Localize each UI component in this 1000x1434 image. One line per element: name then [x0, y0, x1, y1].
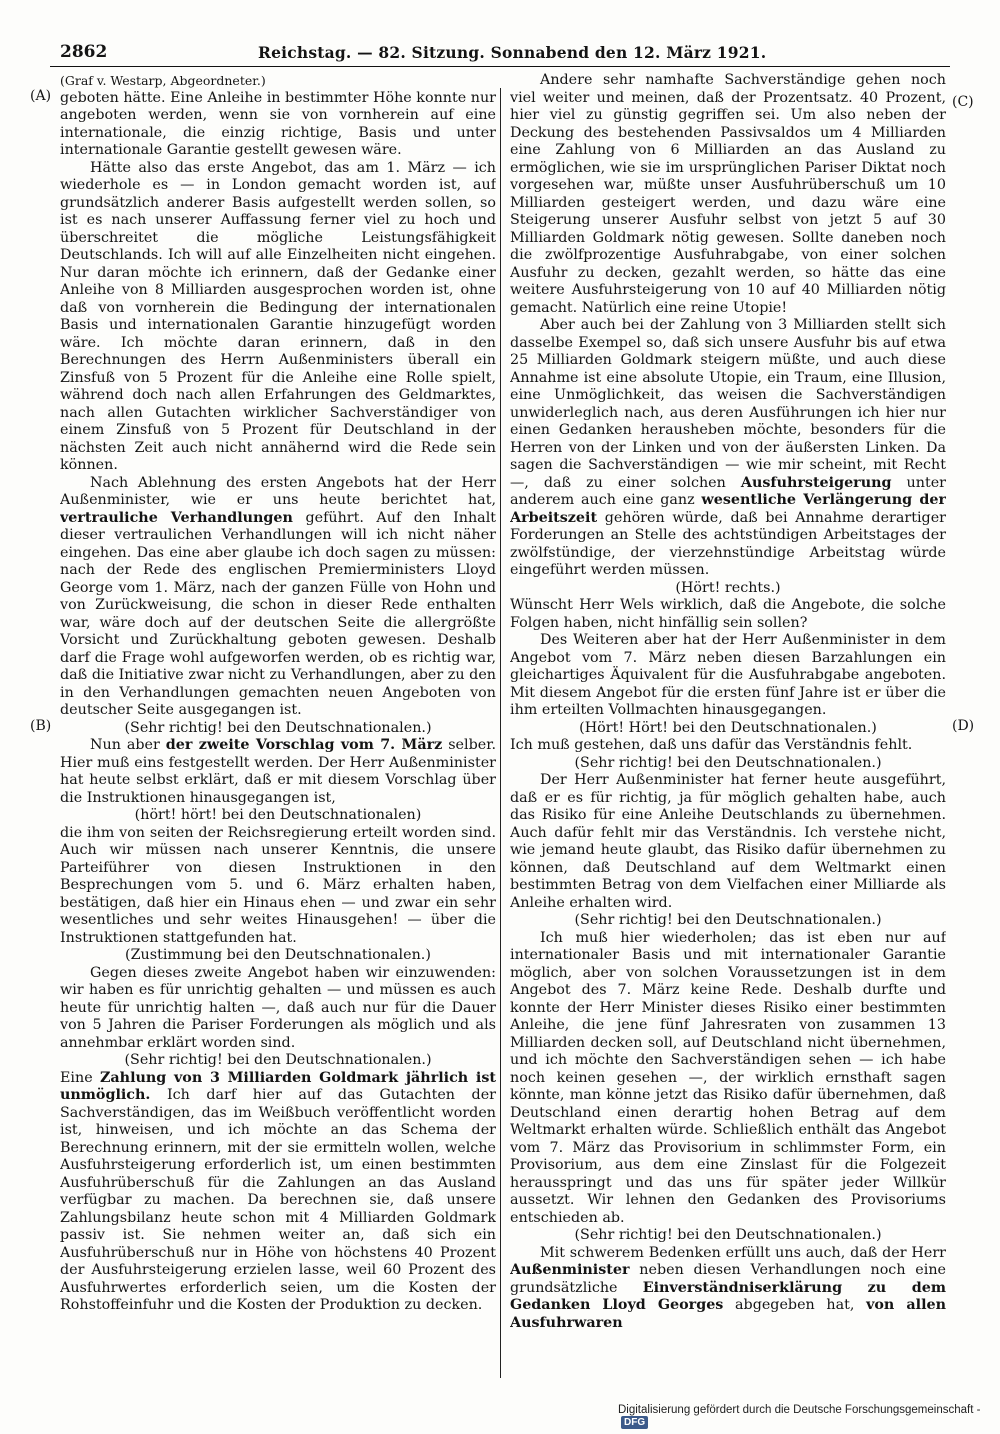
dfg-logo: DFG [621, 1416, 648, 1429]
footer [618, 1404, 1000, 1429]
emphasis: von allen Ausfuhrwaren [510, 1297, 946, 1331]
paragraph: die ihm von seiten der Reichsregierung erteilt worden sind. Auch wir müssen nach unserer Kenntnis, die unsere Parteiführer von diesen Instruktionen in den Besprechungen vom 5. und 6. März erhalten haben, bestätigen, daß hier ein Hinaus ehen — und zwar ein sehr wesentliches und sehr weites Hinausgehen! — über die Instruktionen stattgefunden hat. [60, 824, 496, 946]
interjection: (Hört! rechts.) [675, 579, 781, 596]
interjection: (Sehr richtig! bei den Deutschnationalen.) [574, 1227, 882, 1243]
speaker-note: (Graf v. Westarp, Abgeordneter.) [60, 73, 266, 88]
interjection: (Sehr richtig! bei den Deutschnationalen.) [124, 719, 432, 736]
interjection: (Hört! Hört! bei den Deutschnationalen.) [579, 719, 877, 736]
paragraph: Eine Zahlung von 3 Milliarden Goldmark jährlich ist unmöglich. Ich darf hier auf das Gutachten der Sachverständigen, das im Weißbuch veröffentlicht worden ist, hinweisen, und ich möchte an das Schema der Berechnung erinnern, mit der sie ermitteln wollen, welche Ausfuhrsteigerung erforderlich ist, um einen bestimmten Ausfuhrüberschuß für die Zahlungen an das Ausland verfügbar zu machen. Da berechnen sie, daß unsere Zahlungsbilanz heute schon mit 4 Milliarden Goldmark passiv ist. Sie nehmen weiter an, daß sich ein Ausfuhrüberschuß nur in Höhe von höchstens 40 Prozent der Ausfuhrsteigerung erzielen lasse, weil 60 Prozent des Ausfuhrwertes erforderlich seien, um die Kosten der Rohstoffeinfuhr und die Kosten der Produktion zu decken. [60, 1069, 496, 1313]
right-column [510, 72, 946, 1377]
emphasis: Zahlung von 3 Milliarden Goldmark jährlich ist unmöglich. [60, 1069, 496, 1103]
paragraph: Des Weiteren aber hat der Herr Außenminister in dem Angebot vom 7. März neben diesen Barzahlungen ein gleichartiges Äquivalent für die Ausfuhrabgabe angeboten. Mit diesem Angebot für die ersten fünf Jahre ist er über die ihm erteilten Vollmachten hinausgegangen. [510, 632, 946, 718]
paragraph: Aber auch bei der Zahlung von 3 Milliarden stellt sich dasselbe Exempel so, daß sich unsere Ausfuhr bis auf etwa 25 Milliarden Goldmark steigern müßte, und auch diese Annahme ist eine absolute Utopie, ein Traum, eine Illusion, eine Unmöglichkeit, das weisen die Sachverständigen unwiderleglich nach, aus deren Ausführungen ich hier nur einen Gedanken herausheben möchte, besonders für die Herren von der Linken und von der äußersten Linken. Da sagen die Sachverständigen — wie mir scheint, mit Recht —, daß zu einer solchen Ausfuhrsteigerung unter anderem auch eine ganz wesentliche Verlängerung der Arbeitszeit gehören würde, daß bei Annahme derartiger Forderungen an Stelle des achtstündigen Arbeitstages der zwölfstündige, der vierzehnstündige Arbeitstag würde eingeführt werden müssen. [510, 317, 946, 578]
emphasis: Außenminister [510, 1262, 630, 1278]
paragraph: Nach Ablehnung des ersten Angebots hat der Herr Außenminister, wie er uns heute berichtet hat, vertrauliche Verhandlungen geführt. Auf den Inhalt dieser vertraulichen Verhandlungen will ich nicht näher eingehen. Das eine aber glaube ich doch sagen zu müssen: nach der Rede des englischen Premierministers Lloyd George vom 1. März, nach der ganzen Fülle von Hohn und von Zurückweisung, die schon in dieser Rede enthalten war, wäre doch auf der deutschen Seite die allergrößte Vorsicht und Zurückhaltung geboten gewesen. Deshalb darf die Frage wohl aufgeworfen werden, ob es richtig war, daß die Initiative zwar nicht zu Verhandlungen, aber zu den in den Verhandlungen gemachten neuen Angeboten von deutscher Seite ausgegangen ist. [60, 474, 496, 718]
page-number: 2862 [60, 42, 108, 62]
interjection: (Sehr richtig! bei den Deutschnationalen.) [574, 912, 882, 928]
emphasis: Einverständniserklärung zu dem Gedanken Lloyd Georges [510, 1279, 946, 1313]
interjection: (hört! hört! bei den Deutschnationalen) [134, 807, 422, 823]
emphasis: Ausfuhrsteigerung [740, 474, 892, 491]
margin-marker-c: (C) [952, 94, 974, 110]
margin-marker-b: (B) [30, 718, 52, 734]
paragraph: Wünscht Herr Wels wirklich, daß die Angebote, die solche Folgen haben, nicht hinfällig sein sollen? [510, 597, 946, 631]
paragraph: Nun aber der zweite Vorschlag vom 7. März selber. Hier muß eins festgestellt werden. Der Herr Außenminister hat heute selbst erklärt, daß er mit diesem Vorschlag über die Instruktionen hinausgegangen ist, [60, 737, 496, 806]
paragraph: Ich muß hier wiederholen; das ist eben nur auf internationaler Basis und mit internationaler Garantie möglich, aber von solchen Voraussetzungen ist in dem Angebot des 7. März keine Rede. Deshalb durfte und konnte der Herr Minister dieses Risiko einer bestimmten Anleihe, die jene fünf Jahresraten von zusammen 13 Milliarden decken soll, auf Deutschland nicht übernehmen, und ich möchte den Sachverständigen sehen — ich habe noch keinen gesehen —, der wirklich ernsthaft sagen könnte, man könne jetzt das Risiko dafür übernehmen, daß Deutschland einen derartig hohen Betrag auf dem Weltmarkt erhalten würde. Schließlich enthält das Angebot vom 7. März das Provisorium in schlimmster Form, ein Provisorium, aus dem eine Zinslast für die Folgezeit herausspringt und das uns für später jeder Willkür aussetzt. Wir lehnen den Gedanken des Provisoriums entschieden ab. [510, 929, 946, 1226]
emphasis: vertrauliche Verhandlungen [60, 509, 293, 526]
paragraph: Hätte also das erste Angebot, das am 1. März — ich wiederhole es — in London gemacht worden ist, auf grundsätzlich anderer Basis aufgestellt werden sollen, so ist es nach unserer Auffassung ferner viel zu hoch und überschreitet die mögliche Leistungsfähigkeit Deutschlands. Ich will auf alle Einzelheiten nicht eingehen. Nur daran möchte ich erinnern, daß der Gedanke einer Anleihe von 8 Milliarden ausgesprochen worden ist, ohne daß von vornherein die Bedingung der internationalen Basis und internationalen Garantie hinzugefügt worden wäre. Ich möchte daran erinnern, daß in den Berechnungen des Herrn Außenministers überall ein Zinsfuß von 5 Prozent für die Anleihe eine Rolle spielt, während doch nach allen Erfahrungen des Geldmarktes, nach allen Gutachten wirklicher Sachverständiger von einem Zinsfuß von 5 Prozent für Deutschland in der nächsten Zeit auch nicht annähernd wird die Rede sein können. [60, 159, 496, 473]
running-title: Reichstag. — 82. Sitzung. Sonnabend den 12. März 1921. [258, 43, 767, 62]
left-column [60, 72, 496, 1377]
margin-marker-a: (A) [30, 88, 52, 104]
interjection: (Zustimmung bei den Deutschnationalen.) [125, 947, 431, 963]
emphasis: der zweite Vorschlag vom 7. März [165, 737, 443, 753]
paragraph: Gegen dieses zweite Angebot haben wir einzuwenden: wir haben es für unrichtig gehalten — und müssen es auch heute für unrichtig halten —, daß auch nur für die Dauer von 5 Jahren die Pariser Forderungen als möglich und als annehmbar erklärt worden sind. [60, 964, 496, 1051]
column-divider [500, 88, 501, 1378]
paragraph: Andere sehr namhafte Sachverständige gehen noch viel weiter und meinen, daß der Prozentsatz. 40 Prozent, hier viel zu günstig gegriffen sei. Um also neben der Deckung des bestehenden Passivsaldos um 4 Milliarden eine Zahlung von 6 Milliarden an das Ausland zu ermöglichen, wie sie im ursprünglichen Pariser Diktat noch vorgesehen war, müßte unser Ausfuhrüberschuß um 10 Milliarden gesteigert werden, und dazu wäre eine Steigerung unserer Ausfuhr selbst von jetzt 5 auf 30 Milliarden Goldmark nötig gewesen. Sollte daneben noch die zwölfprozentige Ausfuhrabgabe, von einer solchen Ausfuhr zu decken, gezahlt werden, so hätte das eine weitere Ausfuhrsteigerung von 10 auf 40 Milliarden nötig gemacht. Natürlich eine reine Utopie! [510, 72, 946, 316]
paragraph: Der Herr Außenminister hat ferner heute ausgeführt, daß er es für richtig, ja für möglich gehalten habe, auch das Risiko für eine Anleihe Deutschlands zu übernehmen. Auch dafür fehlt mir das Verständnis. Ich verstehe nicht, wie jemand heute glaubt, das Risiko dafür übernehmen zu können, daß Deutschland auf dem Weltmarkt einen bestimmten Betrag von dem Vielfachen einer Milliarde als Anleihe erhalten wird. [510, 772, 946, 911]
emphasis: wesentliche Verlängerung der Arbeitszeit [510, 492, 946, 526]
paragraph: Mit schwerem Bedenken erfüllt uns auch, daß der Herr Außenminister neben diesen Verhandlungen noch eine grundsätzliche Einverständniserklärung zu dem Gedanken Lloyd Georges abgegeben hat, von allen Ausfuhrwaren [510, 1244, 946, 1331]
page-header [50, 40, 950, 67]
footer-credit: Digitalisierung gefördert durch die Deutsche Forschungsgemeinschaft - [618, 1404, 981, 1416]
paragraph: Ich muß gestehen, daß uns dafür das Verständnis fehlt. [510, 737, 913, 753]
interjection: (Sehr richtig! bei den Deutschnationalen.) [574, 754, 882, 771]
paragraph: geboten hätte. Eine Anleihe in bestimmter Höhe konnte nur angeboten werden, wenn sie von vornherein auf eine internationale, die einzig richtige, Basis und unter internationale Garantie gestellt gewesen wäre. [60, 89, 496, 158]
interjection: (Sehr richtig! bei den Deutschnationalen.) [124, 1052, 432, 1068]
margin-marker-d: (D) [952, 718, 975, 734]
